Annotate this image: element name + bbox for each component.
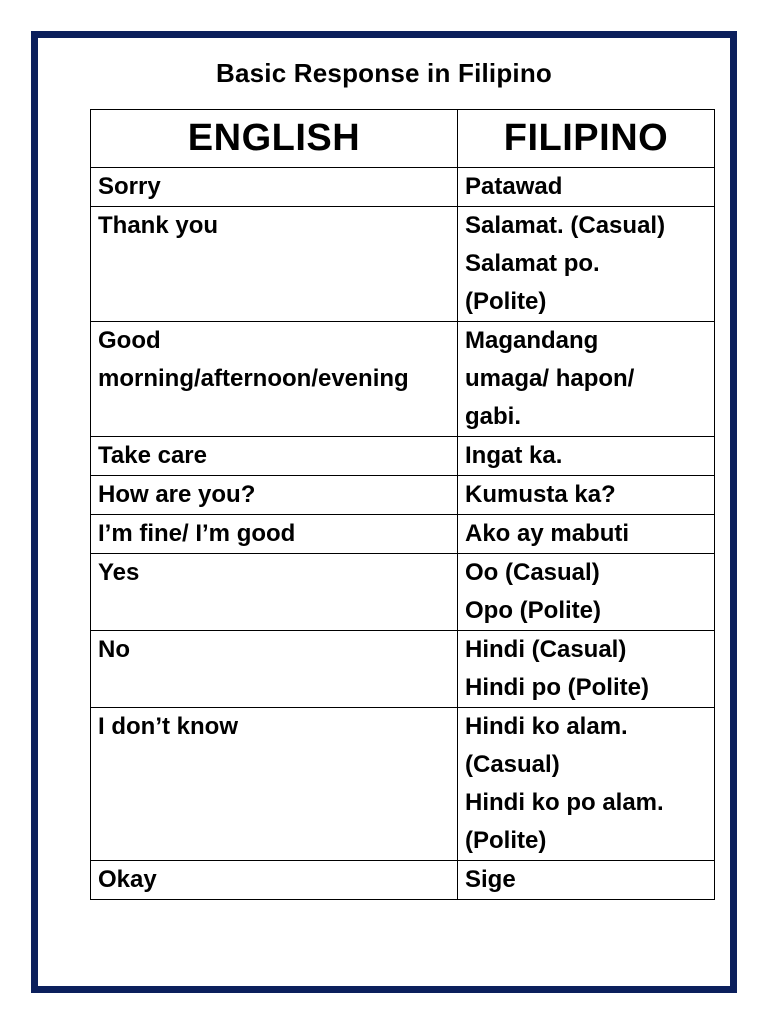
filipino-cell [458,437,715,476]
filipino-text: Hindi po (Polite) [465,674,649,701]
english-text: Take care [98,442,207,469]
filipino-text: Oo (Casual) [465,559,600,586]
filipino-text: Opo (Polite) [465,597,601,624]
english-text: Okay [98,866,157,893]
table-header-row [91,110,715,168]
column-header-english: ENGLISH [91,110,458,168]
filipino-text: (Polite) [465,288,547,315]
table-row [91,476,715,515]
english-cell [91,708,458,861]
english-cell [91,207,458,322]
filipino-text: Ako ay mabuti [465,520,630,547]
english-cell [91,437,458,476]
english-text: Thank you [98,212,219,239]
english-text: How are you? [98,481,256,508]
filipino-text: Hindi ko po alam. [465,789,664,816]
filipino-text: Kumusta ka? [465,481,616,508]
vocabulary-table [90,109,715,900]
table-row [91,437,715,476]
filipino-text: Ingat ka. [465,442,563,469]
table-row [91,631,715,708]
table-row [91,861,715,900]
column-header-filipino: FILIPINO [458,110,715,168]
filipino-cell [458,631,715,708]
english-cell [91,322,458,437]
page-title: Basic Response in Filipino [215,58,553,88]
filipino-cell [458,322,715,437]
filipino-text: Patawad [465,173,563,200]
english-cell [91,554,458,631]
filipino-text: Salamat po. [465,250,600,277]
filipino-cell [458,476,715,515]
filipino-text: Hindi ko alam. [465,713,628,740]
english-text: Good [98,327,161,354]
english-text: morning/afternoon/evening [98,365,409,392]
filipino-cell [458,708,715,861]
english-cell [91,861,458,900]
filipino-cell [458,515,715,554]
table-row [91,515,715,554]
filipino-text: Magandang [465,327,599,354]
filipino-cell [458,554,715,631]
table-row [91,322,715,437]
english-cell [91,631,458,708]
english-cell [91,476,458,515]
english-text: Sorry [98,173,161,200]
filipino-text: Sige [465,866,516,893]
filipino-cell [458,861,715,900]
english-cell [91,168,458,207]
filipino-cell [458,168,715,207]
table-row [91,554,715,631]
table-row [91,168,715,207]
filipino-text: (Polite) [465,827,547,854]
filipino-text: Salamat. (Casual) [465,212,666,239]
english-text: I don’t know [98,713,238,740]
table-row [91,708,715,861]
english-text: Yes [98,559,140,586]
filipino-text: umaga/ hapon/ [465,365,635,392]
english-text: No [98,636,130,663]
filipino-text: gabi. [465,403,522,430]
filipino-text: Hindi (Casual) [465,636,627,663]
english-cell [91,515,458,554]
english-text: I’m fine/ I’m good [98,520,296,547]
table-row [91,207,715,322]
filipino-cell [458,207,715,322]
filipino-text: (Casual) [465,751,560,778]
